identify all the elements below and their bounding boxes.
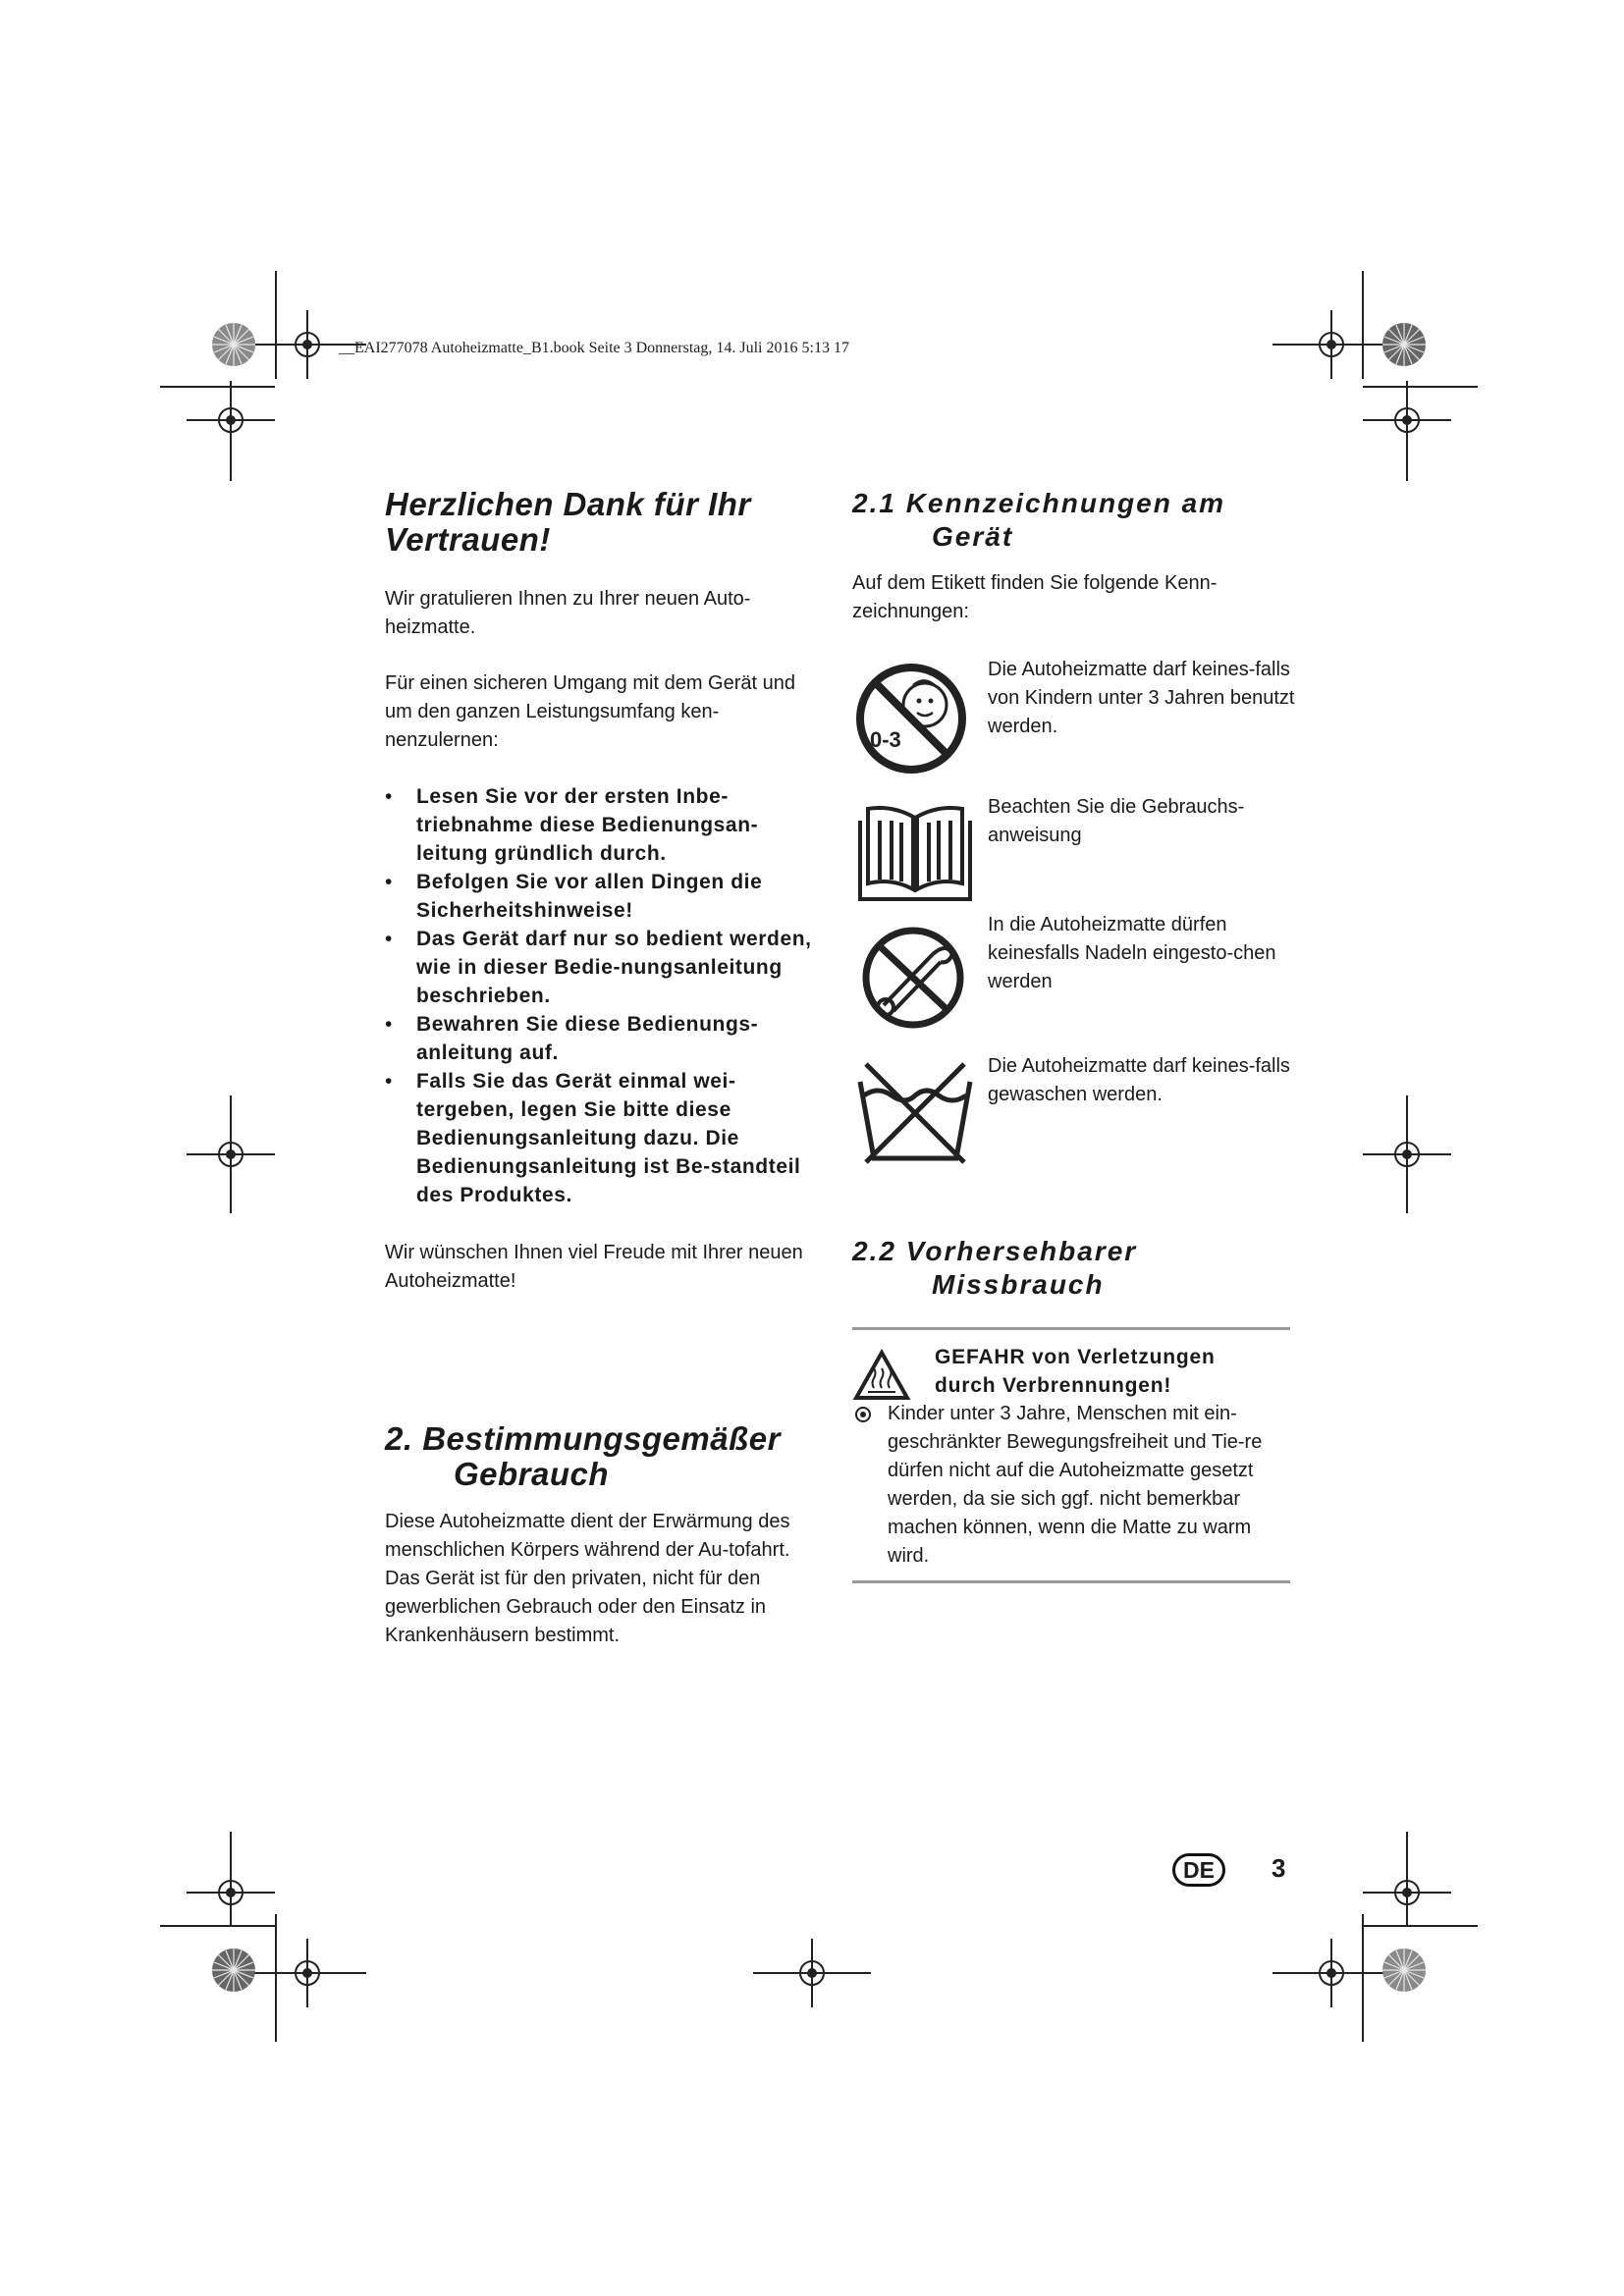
right-column (852, 487, 1296, 1586)
intended-use-paragraph: Diese Autoheizmatte dient der Erwärmung des menschlichen Körpers während der Au-tofahrt. (385, 1511, 790, 1561)
private-use-paragraph: Das Gerät ist für den privaten, nicht für den gewerblichen Gebrauch oder den Einsatz in Krankenhäusern bestimmt. (385, 1568, 767, 1646)
no-pins-icon (854, 925, 976, 1031)
welcome-title (385, 487, 822, 558)
symbol-text-no-pins: In die Autoheizmatte dürfen keinesfalls Nadeln eingesto-chen werden (988, 914, 1276, 992)
instruction-list (385, 782, 822, 1209)
symbol-row-manual (852, 796, 1296, 909)
svg-text:0-3: 0-3 (870, 727, 901, 752)
warning-title (935, 1343, 1216, 1400)
warning-text: Kinder unter 3 Jahre, Menschen mit ein-geschränkter Bewegungsfreiheit und Tie-re dürfen nicht auf die Autoheizmatte gesetzt werden, da sie sich ggf. nicht bemerkbar machen können, wenn die Matte zu warm wird. (888, 1403, 1263, 1567)
do-not-wash-icon (854, 1060, 976, 1166)
section-2-2-title-line2: Missbrauch (932, 1269, 1105, 1300)
list-item: • Befolgen Sie vor allen Dingen die Sicherheitshinweise! (385, 868, 822, 925)
safe-use-paragraph: Für einen sicheren Umgang mit dem Gerät und um den ganzen Leistungsumfang ken-nenzulernen: (385, 672, 795, 751)
list-item: • Lesen Sie vor der ersten Inbe-triebnahme diese Bedienungsan-leitung gründlich durch. (385, 782, 822, 868)
section-2-title-line1: 2. Bestimmungsgemäßer (385, 1420, 781, 1457)
no-children-0-3-icon (854, 662, 972, 777)
section-2-1-title-line1: 2.1 Kennzeichnungen am (852, 488, 1226, 518)
welcome-title-line1: Herzlichen Dank für Ihr (385, 486, 751, 522)
symbol-row-no-pins (852, 914, 1296, 1033)
section-2-title (385, 1421, 822, 1492)
symbol-text-no-children: Die Autoheizmatte darf keines-falls von Kindern unter 3 Jahren benutzt werden. (988, 659, 1295, 737)
symbol-row-no-children (852, 659, 1296, 779)
symbol-row-no-wash (852, 1055, 1296, 1168)
section-2-2-title (852, 1235, 1137, 1302)
section-2-1-title (852, 487, 1296, 554)
label-intro-paragraph: Auf dem Etikett finden Sie folgende Kenn-zeichnungen: (852, 572, 1218, 622)
list-item: • Das Gerät darf nur so bedient werden, wie in dieser Bedie-nungsanleitung beschrieben. (385, 925, 822, 1010)
page-number: 3 (1272, 1853, 1286, 1883)
section-2-title-line2: Gebrauch (454, 1456, 610, 1492)
list-item: • Falls Sie das Gerät einmal wei-tergeben, legen Sie bitte diese Bedienungsanleitung dazu. Die Bedienungsanleitung ist Be-standteil des Produktes. (385, 1067, 822, 1209)
warning-bottom-divider (852, 1580, 1290, 1583)
warning-title-line1: GEFAHR von Verletzungen (935, 1346, 1216, 1368)
closing-paragraph: Wir wünschen Ihnen viel Freude mit Ihrer neuen Autoheizmatte! (385, 1242, 803, 1292)
section-2-2-title-line1: 2.2 Vorhersehbarer (852, 1236, 1138, 1266)
warning-top-divider (852, 1327, 1290, 1330)
section-2-1-title-line2: Gerät (932, 521, 1014, 552)
language-badge: DE (1172, 1853, 1225, 1887)
welcome-title-line2: Vertrauen! (385, 521, 551, 558)
warning-title-line2: durch Verbrennungen! (935, 1374, 1172, 1397)
read-manual-icon (854, 801, 976, 907)
hot-surface-warning-icon (852, 1349, 911, 1404)
target-bullet-icon (854, 1406, 872, 1423)
symbol-text-no-wash: Die Autoheizmatte darf keines-falls gewaschen werden. (988, 1055, 1290, 1105)
left-column (385, 487, 822, 1650)
print-job-header: __EAI277078 Autoheizmatte_B1.book Seite 3 Donnerstag, 14. Juli 2016 5:13 17 (339, 340, 849, 356)
congrats-paragraph: Wir gratulieren Ihnen zu Ihrer neuen Auto-heizmatte. (385, 588, 751, 638)
symbol-text-manual: Beachten Sie die Gebrauchs-anweisung (988, 796, 1245, 846)
list-item: • Bewahren Sie diese Bedienungs-anleitung auf. (385, 1010, 822, 1067)
